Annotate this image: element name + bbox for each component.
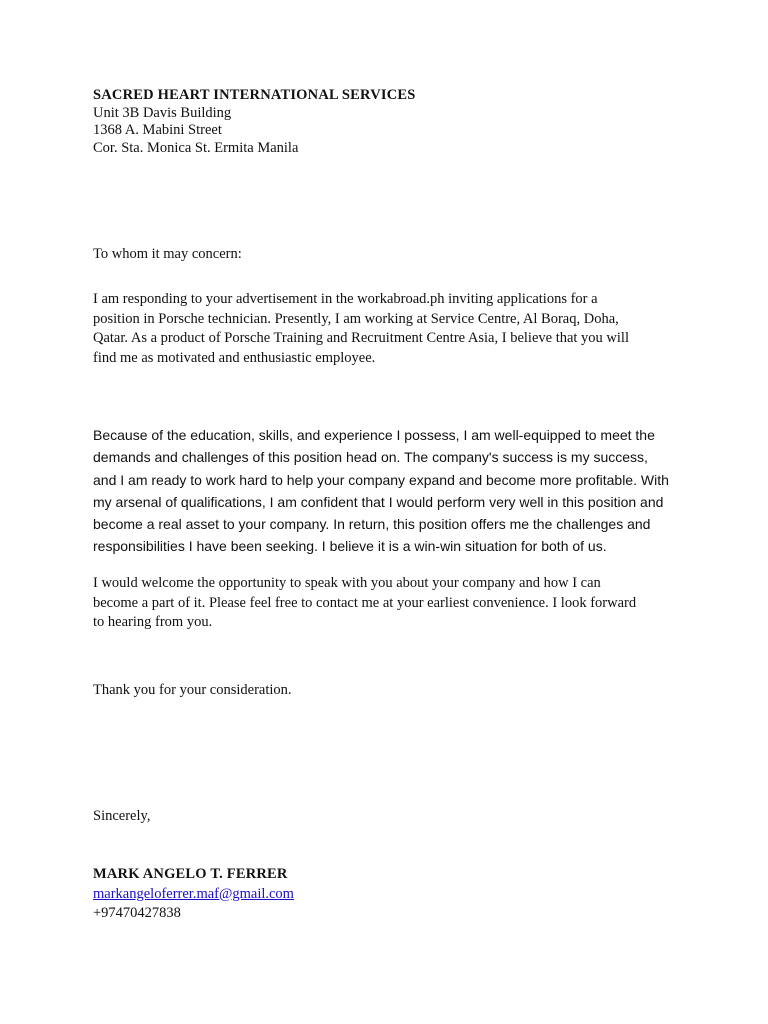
signature-email-link[interactable]: markangeloferrer.maf@gmail.com <box>93 885 294 902</box>
signature-phone: +97470427838 <box>93 905 181 921</box>
sender-address-line-2: 1368 A. Mabini Street <box>93 122 222 138</box>
paragraph-2-line: become a real asset to your company. In return, this position offers me the challenges and <box>93 516 651 533</box>
closing-line <box>93 807 683 826</box>
paragraph-2-line: Because of the education, skills, and experience I possess, I am well-equipped to meet the <box>93 427 655 443</box>
paragraph-2-line: demands and challenges of this position head on. The company's success is my success, <box>93 449 648 466</box>
paragraph-2-line: my arsenal of qualifications, I am confident that I would perform very well in this position and <box>93 493 664 510</box>
thanks-text: Thank you for your consideration. <box>93 682 292 698</box>
paragraph-1-line: Qatar. As a product of Porsche Training and Recruitment Centre Asia, I believe that you will <box>93 330 629 346</box>
paragraph-3-line: become a part of it. Please feel free to contact me at your earliest convenience. I look forward <box>93 594 637 611</box>
paragraph-2-line: responsibilities I have been seeking. I believe it is a win-win situation for both of us. <box>93 538 607 555</box>
sender-block <box>93 87 683 157</box>
paragraph-1-line: find me as motivated and enthusiastic employee. <box>93 349 376 366</box>
salutation-text: To whom it may concern: <box>93 246 242 262</box>
paragraph-3-line: I would welcome the opportunity to speak with you about your company and how I can <box>93 575 601 591</box>
signature-name: MARK ANGELO T. FERRER <box>93 866 288 882</box>
sender-address-line-1: Unit 3B Davis Building <box>93 104 232 121</box>
sender-address-line-3: Cor. Sta. Monica St. Ermita Manila <box>93 139 299 156</box>
sender-company: SACRED HEART INTERNATIONAL SERVICES <box>93 87 416 103</box>
paragraph-1-line: position in Porsche technician. Presently, I am working at Service Centre, Al Boraq, Doha, <box>93 310 619 327</box>
paragraph-2-line: and I am ready to work hard to help your company expand and become more profitable. With <box>93 471 669 488</box>
thanks-line <box>93 681 683 700</box>
paragraph-2 <box>93 424 683 558</box>
paragraph-3-line: to hearing from you. <box>93 614 213 630</box>
paragraph-1 <box>93 290 683 368</box>
signature-block <box>93 865 683 924</box>
closing-text: Sincerely, <box>93 808 151 824</box>
paragraph-3 <box>93 574 683 633</box>
salutation <box>93 245 683 264</box>
paragraph-1-line: I am responding to your advertisement in the workabroad.ph inviting applications for a <box>93 291 598 307</box>
